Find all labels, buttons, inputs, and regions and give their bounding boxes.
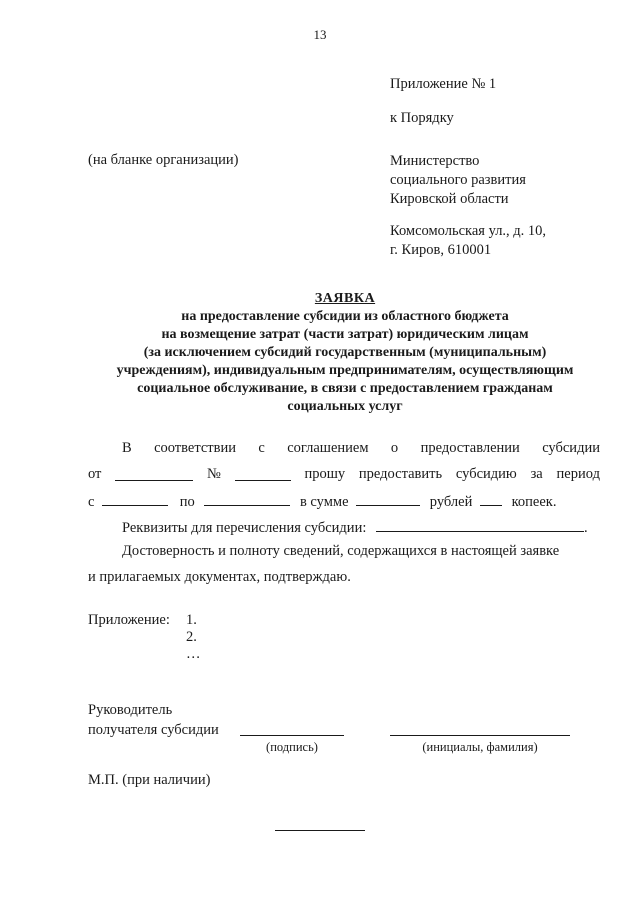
rubles-label: рублей (429, 494, 473, 510)
word: за (530, 466, 543, 482)
kopecks-label: копеек. (511, 494, 557, 510)
reliability-line-1: Достоверность и полноту сведений, содержащихся в настоящей заявке (122, 543, 560, 559)
signature-blank (240, 720, 344, 736)
word: период (556, 466, 600, 482)
word: соответствии (154, 440, 236, 456)
title-line: учреждениям), индивидуальным предпринимателям, осуществляющим (116, 363, 574, 378)
word: прошу (304, 466, 346, 482)
word: В (122, 440, 132, 456)
attachment-item: … (186, 646, 201, 662)
requisites-label: Реквизиты для перечисления субсидии: (122, 520, 367, 536)
kopecks-blank (480, 491, 502, 506)
attachment-item: 1. (186, 612, 197, 628)
signatory-role (88, 700, 219, 740)
recipient-block (390, 152, 526, 209)
word: субсидию (455, 466, 517, 482)
period-from-blank (102, 491, 168, 506)
address-line: г. Киров, 610001 (390, 242, 492, 258)
amount-label: в сумме (299, 494, 349, 510)
title-line: социальное обслуживание, в связи с предоставлением гражданам (137, 381, 553, 396)
address-block (390, 222, 546, 260)
to-order: к Порядку (390, 110, 454, 126)
word: о (390, 440, 399, 456)
end-divider (275, 830, 365, 831)
period-to-blank (204, 491, 290, 506)
recipient-line: социального развития (390, 172, 526, 188)
rubles-blank (356, 491, 420, 506)
period-to-label: по (179, 494, 195, 510)
title-line: (за исключением субсидий государственным (муниципальным) (143, 345, 547, 360)
name-caption: (инициалы, фамилия) (422, 740, 538, 754)
role-line: получателя субсидии (88, 722, 219, 738)
number-sign: № (207, 466, 221, 482)
word: субсидии (542, 440, 600, 456)
period-from-label: с (88, 494, 95, 510)
seal-note: М.П. (при наличии) (88, 772, 211, 788)
appendix-number: Приложение № 1 (390, 76, 497, 92)
requisites-period: . (583, 520, 588, 536)
attachments-list (186, 612, 201, 663)
name-blank (390, 720, 570, 736)
recipient-line: Министерство (390, 153, 480, 169)
signature-caption: (подпись) (266, 740, 318, 754)
word: предоставить (358, 466, 443, 482)
word: с (258, 440, 265, 456)
recipient-line: Кировской области (390, 191, 509, 207)
paragraph-1-line-3 (88, 491, 556, 511)
requisites-blank (376, 517, 584, 532)
date-blank (115, 466, 193, 481)
page-number: 13 (313, 27, 327, 42)
title-main: ЗАЯВКА (314, 291, 376, 306)
title-line: социальных услуг (287, 399, 403, 414)
attachments-label: Приложение: (88, 612, 170, 628)
attachment-item: 2. (186, 629, 197, 645)
from-label: от (88, 466, 102, 482)
paragraph-1-line-2 (88, 466, 600, 483)
letterhead-note: (на бланке организации) (88, 152, 239, 168)
role-line: Руководитель (88, 702, 173, 718)
agreement-number-blank (235, 466, 291, 481)
word: предоставлении (420, 440, 520, 456)
address-line: Комсомольская ул., д. 10, (390, 223, 547, 239)
title-line: на предоставление субсидии из областного бюджета (181, 309, 509, 324)
reliability-line-2: и прилагаемых документах, подтверждаю. (88, 569, 351, 585)
word: соглашением (287, 440, 369, 456)
document-title (70, 290, 620, 416)
title-line: на возмещение затрат (части затрат) юридическим лицам (161, 327, 529, 342)
paragraph-1-line-1 (122, 440, 600, 457)
requisites-line (122, 517, 588, 537)
